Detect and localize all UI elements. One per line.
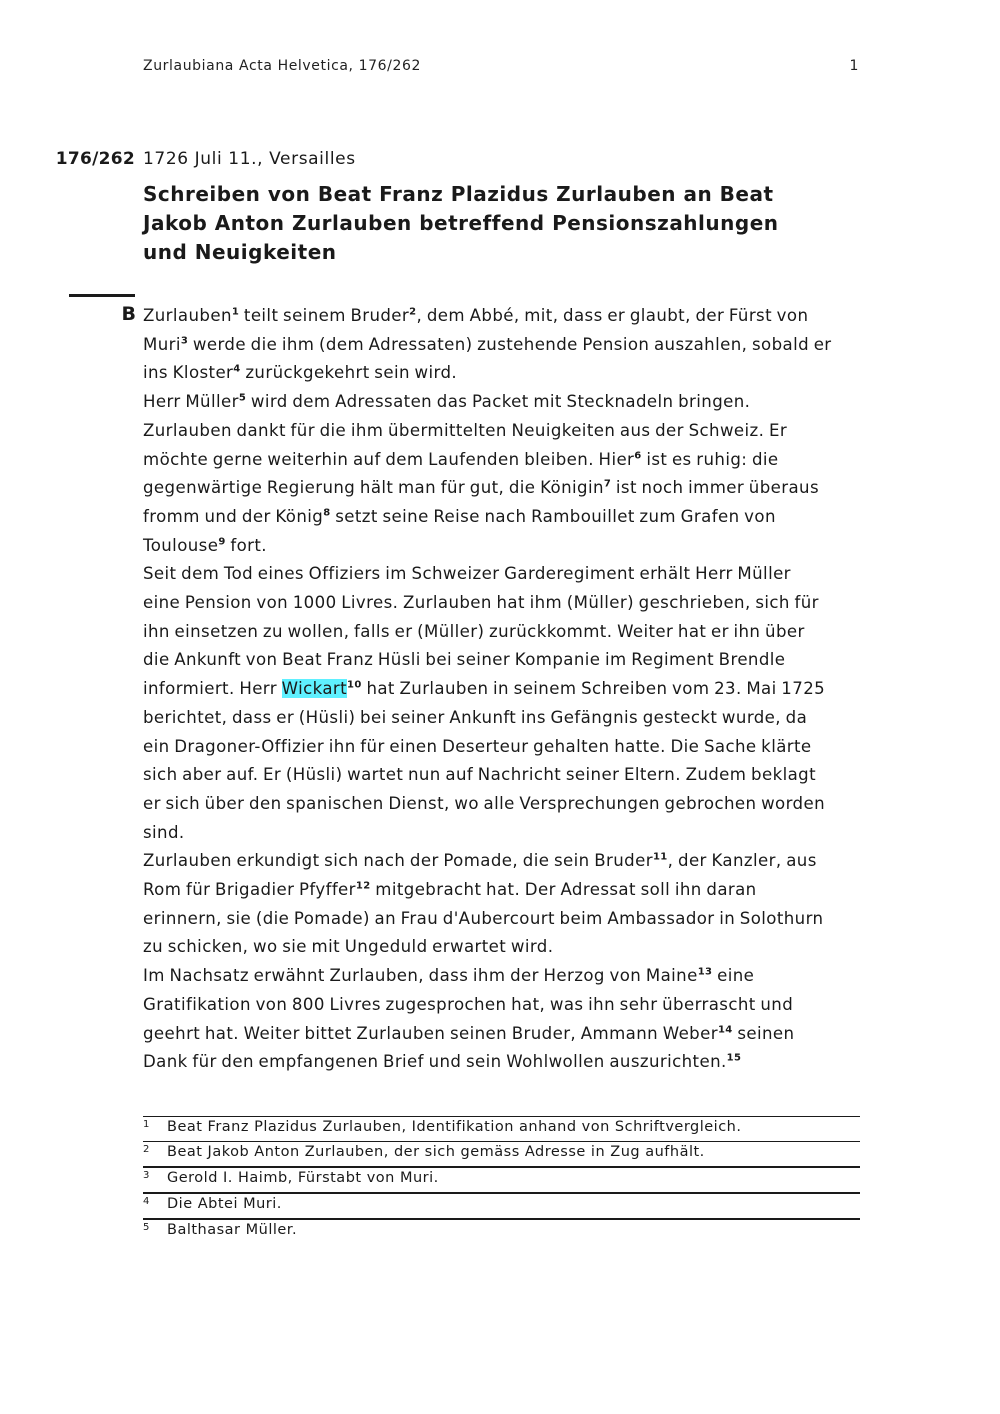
- summary-text-segment: wird dem Adressaten das Packet mit Stecknadeln bringen.: [246, 392, 751, 412]
- summary-text-segment: , dem Abbé, mit, dass er glaubt, der Fürst von: [416, 306, 809, 325]
- summary-text-segment: erinnern, sie (die Pomade) an Frau d'Aubercourt beim Ambassador in Solothurn: [143, 908, 824, 928]
- footnote-number: 2: [143, 1144, 150, 1155]
- summary-text-segment: Herr Müller: [143, 392, 239, 412]
- summary-line: [143, 761, 861, 790]
- margin-rule: [69, 294, 135, 297]
- summary-line: [143, 646, 861, 675]
- summary-line: [143, 1048, 861, 1077]
- summary-text-segment: gegenwärtige Regierung hält man für gut, die Königin: [143, 478, 604, 498]
- footnote-reference[interactable]: 13: [697, 966, 713, 978]
- footnote-number: 4: [143, 1196, 150, 1207]
- footnote-reference[interactable]: 5: [238, 392, 247, 404]
- summary-line: [143, 388, 861, 417]
- footnote-reference[interactable]: 8: [323, 507, 331, 519]
- summary-line: [143, 302, 861, 331]
- footnote-text: Balthasar Müller.: [167, 1222, 298, 1238]
- summary-text-segment: mitgebracht hat. Der Adressat soll ihn daran: [370, 880, 757, 900]
- footnote-reference[interactable]: 9: [218, 536, 226, 548]
- highlighted-name: Wickart: [281, 679, 348, 699]
- summary-text-segment: eine Pension von 1000 Livres. Zurlauben hat ihm (Müller) geschrieben, sich für: [143, 593, 819, 613]
- summary-line: [143, 474, 861, 503]
- summary-text-segment: ihn einsetzen zu wollen, falls er (Müller) zurückkommt. Weiter hat er ihn über: [143, 621, 805, 641]
- footnote-reference[interactable]: 14: [717, 1024, 733, 1036]
- summary-text-segment: fort.: [225, 535, 267, 555]
- summary-text-segment: ein Dragoner-Offizier ihn für einen Deserteur gehalten hatte. Die Sache klärte: [143, 736, 812, 756]
- summary-text-segment: Muri: [143, 334, 181, 354]
- summary-text-segment: möchte gerne weiterhin auf dem Laufenden bleiben. Hier: [143, 449, 635, 469]
- summary-line: [143, 847, 861, 876]
- summary-text-segment: zurückgekehrt sein wird.: [240, 363, 458, 383]
- summary-text-segment: Im Nachsatz erwähnt Zurlauben, dass ihm der Herzog von Maine: [143, 966, 698, 986]
- summary-text-segment: , der Kanzler, aus: [667, 851, 817, 871]
- summary-line: [143, 446, 861, 475]
- summary-text-segment: die Ankunft von Beat Franz Hüsli bei seiner Kompanie im Regiment Brendle: [143, 650, 786, 670]
- summary-text-segment: Rom für Brigadier Pfyffer: [143, 880, 356, 900]
- page-number: 1: [849, 58, 859, 74]
- summary-text-segment: er sich über den spanischen Dienst, wo alle Versprechungen gebrochen worden: [143, 793, 825, 813]
- footnote: [143, 1141, 860, 1166]
- summary-line: [143, 503, 861, 532]
- footnote-text: Beat Jakob Anton Zurlauben, der sich gemäss Adresse in Zug aufhält.: [167, 1144, 705, 1160]
- footnote-text: Die Abtei Muri.: [167, 1196, 282, 1212]
- summary-line: [143, 532, 861, 561]
- summary-line: [143, 417, 861, 446]
- summary-text-segment: werde die ihm (dem Adressaten) zustehende Pension auszahlen, sobald er: [188, 334, 832, 354]
- footnote: [143, 1218, 860, 1244]
- footnote-text: Gerold I. Haimb, Fürstabt von Muri.: [167, 1170, 439, 1186]
- summary-line: [143, 704, 861, 733]
- footnote-reference[interactable]: 1: [231, 306, 240, 318]
- footnote-number: 3: [143, 1170, 150, 1181]
- document-id: 176/262: [55, 149, 135, 169]
- document-title: Schreiben von Beat Franz Plazidus Zurlauben an Beat Jakob Anton Zurlauben betreffend Pensionszahlungen und Neuigkeiten: [143, 182, 779, 264]
- summary-line: [143, 589, 861, 618]
- footnote-reference[interactable]: 10: [347, 679, 362, 691]
- summary-text-segment: Dank für den empfangenen Brief und sein Wohlwollen auszurichten.: [143, 1052, 727, 1072]
- summary-line: [143, 790, 861, 819]
- summary-text-segment: eine: [712, 966, 755, 986]
- summary-text-segment: sich aber auf. Er (Hüsli) wartet nun auf Nachricht seiner Eltern. Zudem beklagt: [143, 765, 817, 785]
- summary-text-segment: informiert. Herr: [143, 679, 282, 699]
- summary-line: [143, 991, 861, 1020]
- summary-text-segment: geehrt hat. Weiter bittet Zurlauben seinen Bruder, Ammann Weber: [143, 1023, 718, 1043]
- footnote-reference[interactable]: 6: [634, 449, 642, 461]
- summary-line: [143, 962, 861, 991]
- footnote-reference[interactable]: 7: [603, 478, 612, 490]
- footnote-reference[interactable]: 3: [180, 335, 189, 347]
- summary-line: [143, 675, 861, 704]
- footnote: [143, 1116, 860, 1141]
- summary-text-segment: Seit dem Tod eines Offiziers im Schweizer Garderegiment erhält Herr Müller: [143, 564, 791, 584]
- footnote-reference[interactable]: 2: [409, 306, 417, 318]
- footnote-reference[interactable]: 12: [355, 880, 371, 892]
- summary-text-segment: fromm und der König: [143, 506, 324, 526]
- summary-line: [143, 618, 861, 647]
- summary-text-segment: Toulouse: [143, 535, 219, 555]
- summary-text-segment: ist es ruhig: die: [641, 449, 779, 469]
- summary-text-segment: Zurlauben: [143, 306, 232, 325]
- summary-text-segment: Gratifikation von 800 Livres zugesprochen hat, was ihn sehr überrascht und: [143, 994, 794, 1014]
- summary-text-segment: hat Zurlauben in seinem Schreiben vom 23. Mai 1725: [361, 679, 826, 699]
- summary-line: [143, 359, 861, 388]
- summary-text-segment: berichtet, dass er (Hüsli) bei seiner Ankunft ins Gefängnis gesteckt wurde, da: [143, 707, 808, 727]
- footnote-number: 1: [143, 1119, 150, 1130]
- summary-text: [143, 302, 861, 1077]
- summary-text-segment: setzt seine Reise nach Rambouillet zum Grafen von: [330, 506, 776, 526]
- margin-mark: B: [121, 303, 136, 325]
- summary-line: [143, 331, 861, 360]
- document-date-place: 1726 Juli 11., Versailles: [143, 149, 356, 169]
- summary-text-segment: ins Kloster: [143, 363, 234, 383]
- summary-line: [143, 733, 861, 762]
- summary-line: [143, 560, 861, 589]
- summary-line: [143, 933, 861, 962]
- footnote: [143, 1192, 860, 1218]
- summary-text-segment: teilt seinem Bruder: [239, 306, 410, 325]
- summary-text-segment: sind.: [143, 822, 185, 842]
- summary-line: [143, 1020, 861, 1049]
- summary-line: [143, 905, 861, 934]
- footnote-reference[interactable]: 4: [233, 363, 241, 375]
- summary-line: [143, 819, 861, 848]
- summary-text-segment: Zurlauben dankt für die ihm übermittelten Neuigkeiten aus der Schweiz. Er: [143, 420, 788, 440]
- footnote: [143, 1166, 860, 1192]
- summary-text-segment: seinen: [732, 1023, 795, 1043]
- footnote-number: 5: [143, 1222, 150, 1233]
- footnotes: [143, 1116, 860, 1244]
- footnote-reference[interactable]: 15: [726, 1052, 742, 1064]
- summary-text-segment: Zurlauben erkundigt sich nach der Pomade, die sein Bruder: [143, 851, 653, 871]
- running-title: Zurlaubiana Acta Helvetica, 176/262: [143, 58, 422, 74]
- summary-line: [143, 876, 861, 905]
- footnote-text: Beat Franz Plazidus Zurlauben, Identifikation anhand von Schriftvergleich.: [167, 1119, 742, 1135]
- summary-text-segment: ist noch immer überaus: [611, 478, 820, 498]
- footnote-reference[interactable]: 11: [652, 851, 668, 863]
- running-header: [143, 58, 859, 74]
- summary-text-segment: zu schicken, wo sie mit Ungeduld erwartet wird.: [143, 937, 554, 957]
